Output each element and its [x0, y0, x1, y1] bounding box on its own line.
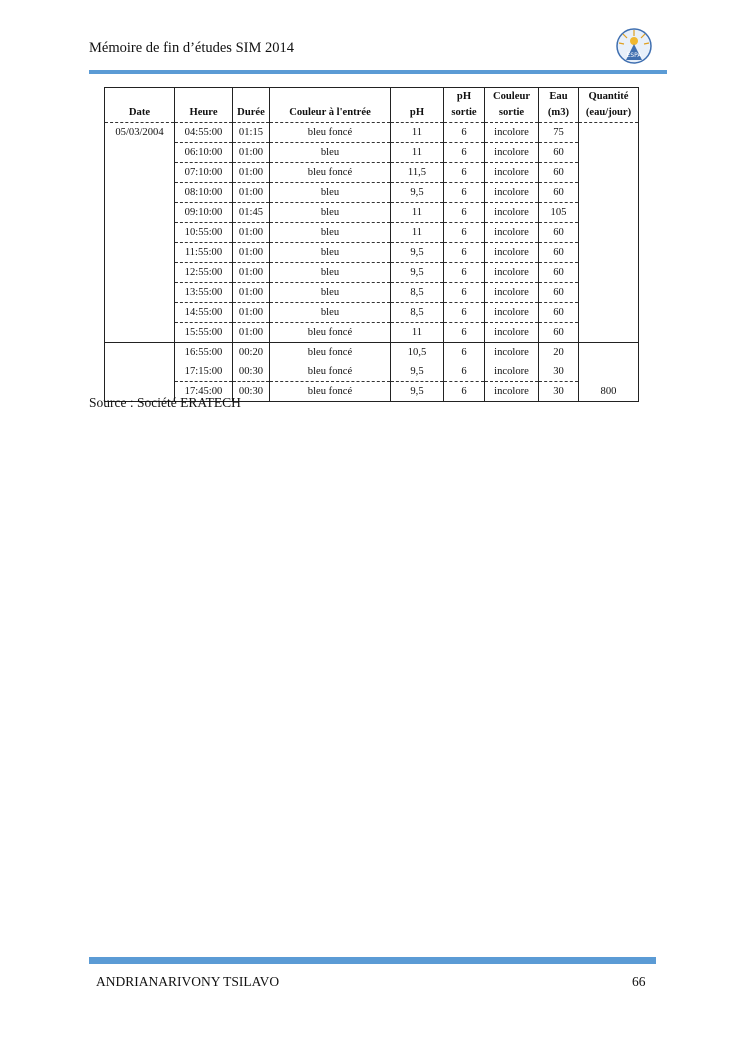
table-row — [105, 362, 639, 382]
table-cell-couleur-entree: bleu foncé — [270, 362, 391, 382]
table-cell-heure: 17:15:00 — [175, 362, 233, 382]
column-header: Heure — [175, 88, 233, 123]
table-cell-duree: 00:30 — [233, 382, 270, 402]
table-cell-couleur-sortie: incolore — [485, 163, 539, 183]
table-cell-couleur-entree: bleu — [270, 183, 391, 203]
table-cell-date — [105, 183, 175, 203]
table-cell-eau: 60 — [539, 223, 579, 243]
table-cell-duree: 01:00 — [233, 143, 270, 163]
table-cell-duree: 01:00 — [233, 303, 270, 323]
table-cell-quantite — [579, 323, 639, 343]
table-cell-couleur-sortie: incolore — [485, 343, 539, 363]
column-header: Couleur à l'entrée — [270, 88, 391, 123]
table-cell-couleur-entree: bleu foncé — [270, 323, 391, 343]
table-cell-couleur-sortie: incolore — [485, 203, 539, 223]
table-cell-couleur-sortie: incolore — [485, 263, 539, 283]
table-cell-quantite — [579, 263, 639, 283]
table-cell-date — [105, 263, 175, 283]
column-header: Couleur sortie — [485, 88, 539, 123]
table-cell-ph: 10,5 — [391, 343, 444, 363]
table-cell-duree: 01:00 — [233, 243, 270, 263]
table-cell-quantite — [579, 183, 639, 203]
table-cell-heure: 16:55:00 — [175, 343, 233, 363]
table-cell-ph: 9,5 — [391, 183, 444, 203]
footer-rule — [89, 957, 656, 964]
table-cell-heure: 12:55:00 — [175, 263, 233, 283]
table-cell-eau: 60 — [539, 163, 579, 183]
table-cell-quantite — [579, 163, 639, 183]
table-cell-quantite — [579, 362, 639, 382]
table-cell-heure: 15:55:00 — [175, 323, 233, 343]
table-cell-date — [105, 223, 175, 243]
table-cell-ph-sortie: 6 — [444, 382, 485, 402]
table-cell-couleur-entree: bleu foncé — [270, 343, 391, 363]
table-cell-ph: 9,5 — [391, 243, 444, 263]
table-row — [105, 223, 639, 243]
column-header: pH sortie — [444, 88, 485, 123]
table-cell-eau: 60 — [539, 263, 579, 283]
table-cell-heure: 13:55:00 — [175, 283, 233, 303]
table-cell-ph: 11 — [391, 323, 444, 343]
table-cell-eau: 105 — [539, 203, 579, 223]
table-cell-eau: 20 — [539, 343, 579, 363]
table-cell-couleur-sortie: incolore — [485, 362, 539, 382]
table-cell-date — [105, 143, 175, 163]
table-cell-heure: 10:55:00 — [175, 223, 233, 243]
table-cell-quantite — [579, 123, 639, 143]
table-cell-quantite — [579, 143, 639, 163]
table-cell-ph: 8,5 — [391, 283, 444, 303]
table-cell-heure: 08:10:00 — [175, 183, 233, 203]
table-cell-ph-sortie: 6 — [444, 303, 485, 323]
table-cell-ph: 11 — [391, 123, 444, 143]
table-cell-couleur-sortie: incolore — [485, 382, 539, 402]
table-cell-couleur-sortie: incolore — [485, 143, 539, 163]
table-cell-ph: 9,5 — [391, 362, 444, 382]
table-cell-date: 05/03/2004 — [105, 123, 175, 143]
table-cell-ph: 11 — [391, 143, 444, 163]
header-rule — [89, 70, 667, 74]
table-cell-ph: 9,5 — [391, 263, 444, 283]
table-cell-couleur-entree: bleu — [270, 203, 391, 223]
table-cell-quantite: 800 — [579, 382, 639, 402]
university-logo-icon — [614, 26, 654, 66]
table-cell-couleur-entree: bleu — [270, 223, 391, 243]
table-cell-eau: 60 — [539, 283, 579, 303]
table-cell-heure: 11:55:00 — [175, 243, 233, 263]
table-cell-quantite — [579, 343, 639, 363]
table-cell-eau: 60 — [539, 243, 579, 263]
table-body — [105, 123, 639, 402]
table-cell-eau: 75 — [539, 123, 579, 143]
table-cell-ph-sortie: 6 — [444, 123, 485, 143]
table-cell-ph-sortie: 6 — [444, 183, 485, 203]
table-cell-heure: 06:10:00 — [175, 143, 233, 163]
table-cell-ph: 11 — [391, 223, 444, 243]
table-cell-duree: 01:00 — [233, 323, 270, 343]
table-cell-heure: 17:45:00 — [175, 382, 233, 402]
table-cell-eau: 60 — [539, 143, 579, 163]
table-cell-heure: 14:55:00 — [175, 303, 233, 323]
table-cell-duree: 00:20 — [233, 343, 270, 363]
table-cell-quantite — [579, 243, 639, 263]
table-row — [105, 183, 639, 203]
svg-text:ESPA: ESPA — [626, 52, 642, 59]
table-cell-ph: 8,5 — [391, 303, 444, 323]
table-cell-couleur-entree: bleu foncé — [270, 163, 391, 183]
table-cell-couleur-sortie: incolore — [485, 183, 539, 203]
table-cell-duree: 01:15 — [233, 123, 270, 143]
table-cell-ph-sortie: 6 — [444, 163, 485, 183]
table-cell-heure: 07:10:00 — [175, 163, 233, 183]
table-row — [105, 143, 639, 163]
table-row — [105, 323, 639, 343]
table-cell-ph-sortie: 6 — [444, 263, 485, 283]
table-cell-ph-sortie: 6 — [444, 143, 485, 163]
table-cell-duree: 01:00 — [233, 223, 270, 243]
table-cell-quantite — [579, 223, 639, 243]
table-cell-quantite — [579, 283, 639, 303]
table-row — [105, 243, 639, 263]
table-cell-duree: 01:45 — [233, 203, 270, 223]
column-header: pH — [391, 88, 444, 123]
table-cell-couleur-sortie: incolore — [485, 283, 539, 303]
table-row — [105, 203, 639, 223]
header-title: Mémoire de fin d’études SIM 2014 — [89, 40, 294, 56]
column-header: Quantité (eau/jour) — [579, 88, 639, 123]
table-cell-ph: 9,5 — [391, 382, 444, 402]
table-cell-date — [105, 203, 175, 223]
table-cell-eau: 60 — [539, 183, 579, 203]
table-cell-eau: 30 — [539, 382, 579, 402]
table-row — [105, 123, 639, 143]
table-cell-date — [105, 243, 175, 263]
table-cell-couleur-entree: bleu foncé — [270, 382, 391, 402]
table-cell-ph-sortie: 6 — [444, 243, 485, 263]
table-row — [105, 263, 639, 283]
table-cell-ph-sortie: 6 — [444, 223, 485, 243]
column-header: Durée — [233, 88, 270, 123]
table-cell-couleur-sortie: incolore — [485, 303, 539, 323]
table-cell-couleur-entree: bleu — [270, 143, 391, 163]
table-row — [105, 303, 639, 323]
table-cell-ph-sortie: 6 — [444, 362, 485, 382]
table-cell-heure: 09:10:00 — [175, 203, 233, 223]
table-cell-couleur-entree: bleu foncé — [270, 123, 391, 143]
table-cell-couleur-sortie: incolore — [485, 323, 539, 343]
table-cell-date — [105, 163, 175, 183]
table-cell-ph-sortie: 6 — [444, 323, 485, 343]
table-cell-duree: 01:00 — [233, 263, 270, 283]
table-cell-date — [105, 343, 175, 363]
table-row — [105, 163, 639, 183]
table-cell-couleur-entree: bleu — [270, 243, 391, 263]
table-header — [105, 88, 639, 123]
table-cell-date — [105, 323, 175, 343]
table-cell-couleur-entree: bleu — [270, 283, 391, 303]
table-cell-couleur-sortie: incolore — [485, 223, 539, 243]
table-cell-ph: 11,5 — [391, 163, 444, 183]
table-cell-ph-sortie: 6 — [444, 203, 485, 223]
table-row — [105, 343, 639, 363]
table-cell-couleur-entree: bleu — [270, 303, 391, 323]
table-cell-duree: 01:00 — [233, 283, 270, 303]
table-cell-ph-sortie: 6 — [444, 343, 485, 363]
page-number: 66 — [632, 974, 646, 989]
table-cell-eau: 60 — [539, 323, 579, 343]
table-cell-date — [105, 362, 175, 382]
table-cell-ph-sortie: 6 — [444, 283, 485, 303]
table-cell-couleur-sortie: incolore — [485, 123, 539, 143]
table-cell-date — [105, 283, 175, 303]
table-cell-heure: 04:55:00 — [175, 123, 233, 143]
table-cell-duree: 01:00 — [233, 183, 270, 203]
table-cell-eau: 60 — [539, 303, 579, 323]
table-cell-duree: 00:30 — [233, 362, 270, 382]
column-header: Eau (m3) — [539, 88, 579, 123]
table-cell-couleur-entree: bleu — [270, 263, 391, 283]
source-caption: Source : Société ERATECH — [89, 395, 241, 410]
table-cell-ph: 11 — [391, 203, 444, 223]
table-cell-eau: 30 — [539, 362, 579, 382]
table-cell-couleur-sortie: incolore — [485, 243, 539, 263]
table-cell-duree: 01:00 — [233, 163, 270, 183]
column-header: Date — [105, 88, 175, 123]
footer-author: ANDRIANARIVONY TSILAVO — [96, 974, 280, 989]
table-cell-date — [105, 303, 175, 323]
measurement-table — [104, 87, 639, 402]
table-cell-quantite — [579, 203, 639, 223]
table-cell-quantite — [579, 303, 639, 323]
table-row — [105, 283, 639, 303]
